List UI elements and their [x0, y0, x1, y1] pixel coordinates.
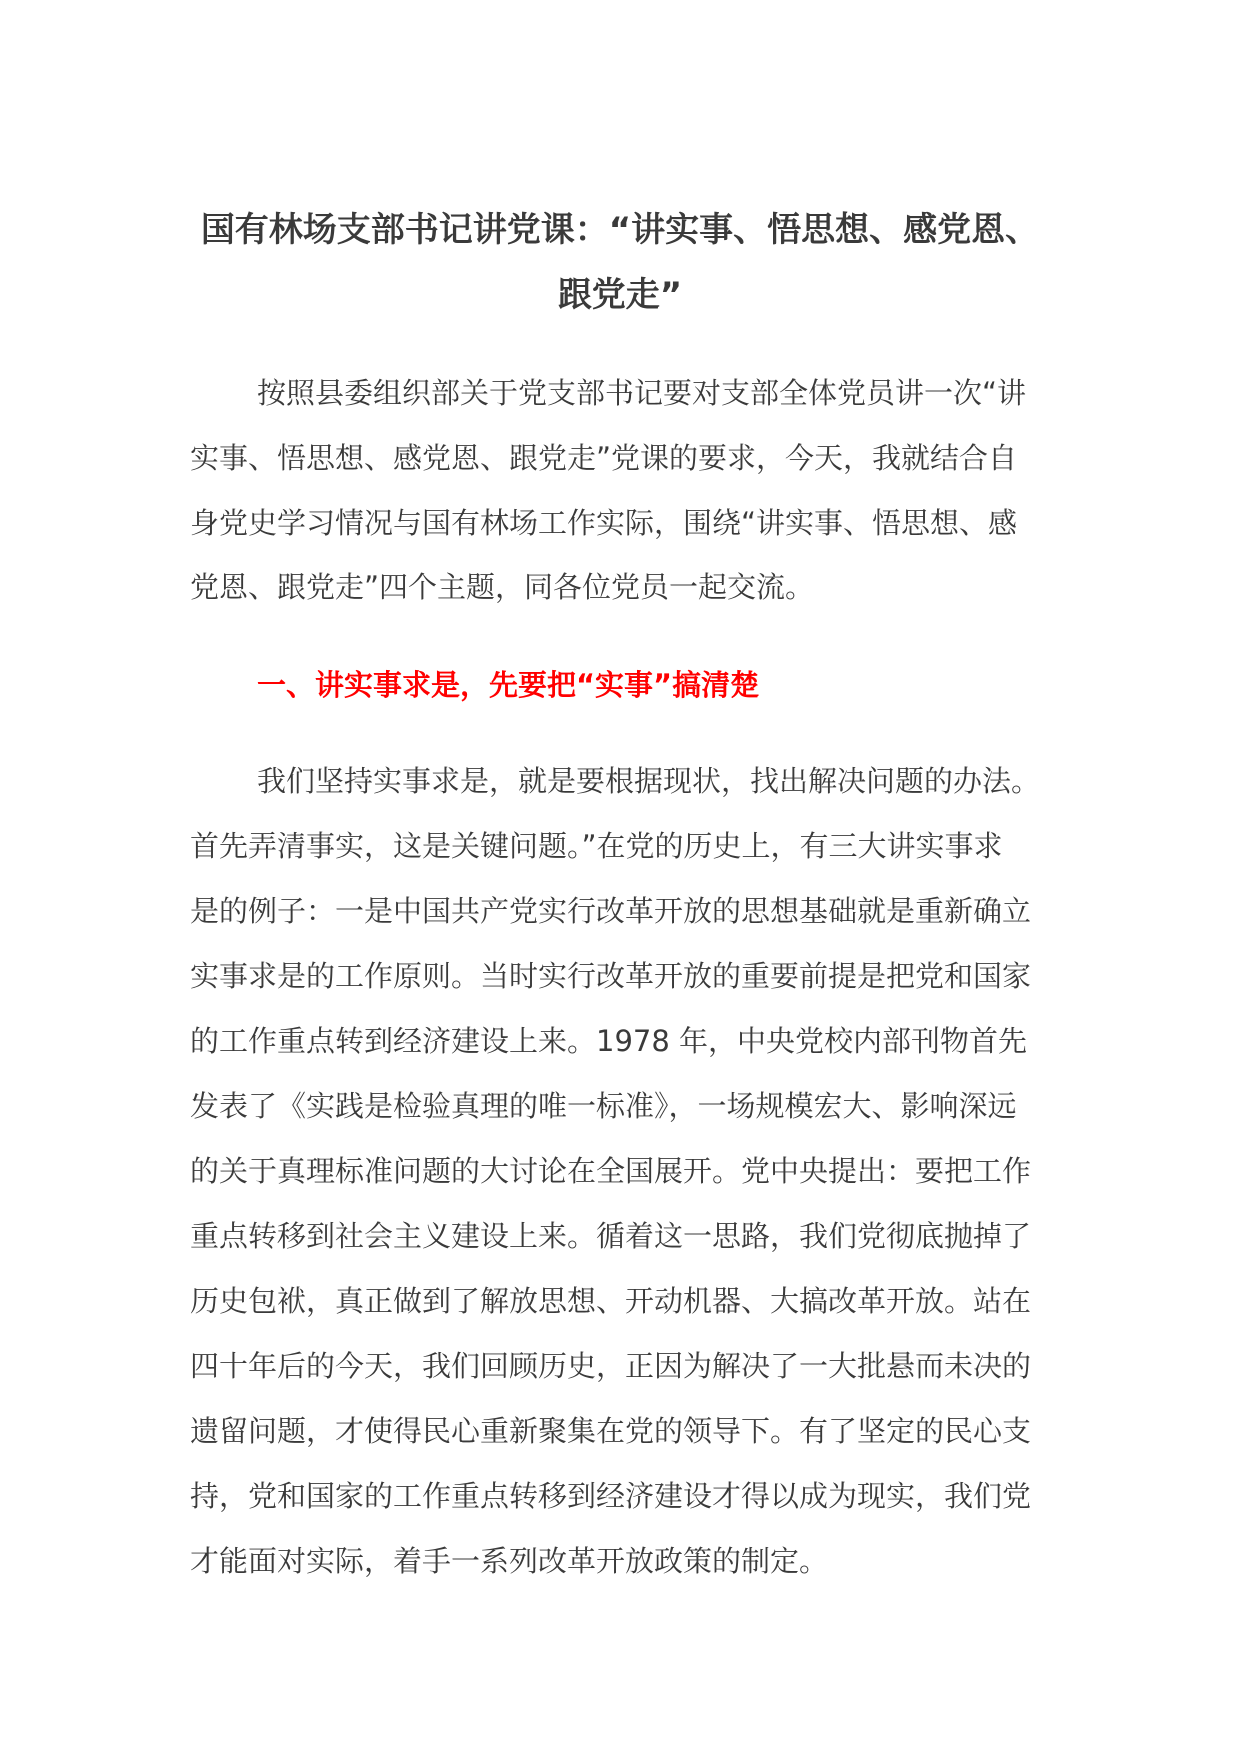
paragraph-line: 按照县委组织部关于党支部书记要对支部全体党员讲一次“讲	[257, 376, 1027, 410]
paragraph-line: 的关于真理标准问题的大讨论在全国展开。党中央提出：要把工作	[190, 1154, 1032, 1188]
document-title-line-1: 国有林场支部书记讲党课：“讲实事、悟思想、感党恩、	[200, 210, 1040, 250]
paragraph-line: 是的例子：一是中国共产党实行改革开放的思想基础就是重新确立	[190, 894, 1032, 928]
paragraph-line: 才能面对实际，着手一系列改革开放政策的制定。	[190, 1544, 829, 1578]
paragraph-line: 遗留问题，才使得民心重新聚集在党的领导下。有了坚定的民心支	[190, 1414, 1032, 1448]
paragraph-line: 的工作重点转到经济建设上来。1978 年，中央党校内部刊物首先	[190, 1024, 1028, 1058]
paragraph-line: 党恩、跟党走”四个主题，同各位党员一起交流。	[190, 570, 815, 604]
section-heading-1: 一、讲实事求是，先要把“实事”搞清楚	[257, 668, 760, 702]
paragraph-line: 重点转移到社会主义建设上来。循着这一思路，我们党彻底抛掉了	[190, 1219, 1032, 1253]
document-title-line-2: 跟党走”	[557, 275, 683, 315]
paragraph-line: 四十年后的今天，我们回顾历史，正因为解决了一大批悬而未决的	[190, 1349, 1032, 1383]
paragraph-line: 发表了《实践是检验真理的唯一标准》，一场规模宏大、影响深远	[190, 1089, 1017, 1123]
paragraph-line: 实事求是的工作原则。当时实行改革开放的重要前提是把党和国家	[190, 959, 1032, 993]
paragraph-line: 持，党和国家的工作重点转移到经济建设才得以成为现实，我们党	[190, 1479, 1032, 1513]
paragraph-line: 实事、悟思想、感党恩、跟党走”党课的要求，今天，我就结合自	[190, 441, 1018, 475]
paragraph-line: 历史包袱，真正做到了解放思想、开动机器、大搞改革开放。站在	[190, 1284, 1032, 1318]
paragraph-line: 我们坚持实事求是，就是要根据现状，找出解决问题的办法。	[257, 764, 1041, 798]
paragraph-line: 首先弄清事实，这是关键问题。”在党的历史上，有三大讲实事求	[190, 829, 1003, 863]
paragraph-line: 身党史学习情况与国有林场工作实际，围绕“讲实事、悟思想、感	[190, 506, 1018, 540]
